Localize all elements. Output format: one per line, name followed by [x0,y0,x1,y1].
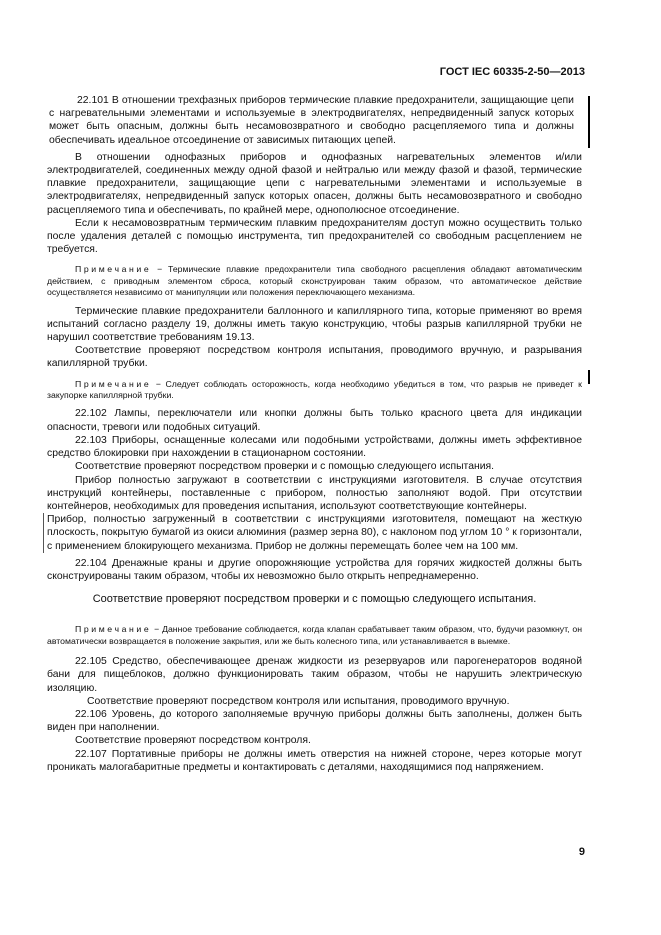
paragraph-22-105: 22.105 Средство, обеспечивающее дренаж жидкости из резервуаров или парогенераторов водяной бани для пищеблоков, должно функционировать таким образом, чтобы не нарушить электрическую изоляцию. [47,656,582,694]
paragraph: В отношении однофазных приборов и однофазных нагревательных элементов и/или электродвигателей, соединенных между одной фазой и нейтралью или между фазой и фазой, термические плавкие предохранители, защищающие цепи с нагревательными элементами и используемые в электродвигателях, непредвиденный запуск которых опасен, должны быть несамовозвратного и свободно расцепляемого типа и обеспечивать, по крайней мере, однополюсное отсоединение. [47,151,582,216]
note [47,264,582,298]
note-label: Примечание [75,378,152,389]
change-marker [588,96,590,148]
note [47,624,582,647]
paragraph: Соответствие проверяют посредством проверки и с помощью следующего испытания. [75,461,495,473]
paragraph: Соответствие проверяют посредством контроля. [75,735,311,747]
paragraph-22-103: 22.103 Приборы, оснащенные колесами или подобными устройствами, должны иметь эффективное средство блокировки при нахождении в стационарном состоянии. [47,434,582,460]
document-body [47,94,582,774]
paragraph-22-106: 22.106 Уровень, до которого заполняемые вручную приборы должны быть заполнены, должен быть виден при наполнении. [47,708,582,734]
page-number: 9 [578,846,585,858]
paragraph: Соответствие проверяют посредством контроля испытания, проводимого вручную, и разрывания капиллярной трубки. [47,345,582,370]
note [47,379,582,402]
centered-paragraph: Соответствие проверяют посредством проверки и с помощью следующего испытания. [92,593,537,606]
paragraph-22-101: 22.101 В отношении трехфазных приборов термические плавкие предохранители, защищающие цепи с нагревательными элементами и используемые в электродвигателях, непредвиденный запуск которых может быть опасным, должны быть несамовозвратного и свободно расцепляемого типа и должны обеспечивать идеальное отсоединение от зависимых питающих цепей. [49,95,574,146]
paragraph-22-107: 22.107 Портативные приборы не должны иметь отверстия на нижней стороне, через которые могут проникать малогабаритные предметы и контактировать с деталями, находящимися под напряжением. [47,748,582,773]
note-text: − Следует соблюдать осторожность, когда необходимо убедиться в том, что разрыв не приведет к закупорке капиллярной трубки. [47,378,582,401]
paragraph: Прибор полностью загружают в соответствии с инструкциями изготовителя. В случае отсутствия инструкций контейнеры, поставленные с прибором, полностью заполняют водой. При отсутствии контейнеров, необходимых для проведения испытания, используют соответствующие контейнеры. [47,474,582,512]
paragraph: Соответствие проверяют посредством контроля или испытания, проводимого вручную. [87,695,510,707]
note-label: Примечание [75,624,152,635]
paragraph-22-104: 22.104 Дренажные краны и другие опорожняющие устройства для горячих жидкостей должны быть сконструированы таким образом, чтобы их невозможно было открыть непреднамеренно. [47,557,582,582]
change-marker [588,370,590,384]
note-text: − Данное требование соблюдается, когда клапан срабатывает таким образом, что, будучи разомкнут, он автоматически возвращается в положение закрытия, или же быть колесного типа, или устанавливается в выемке. [47,624,582,646]
paragraph: Если к несамовозвратным термическим плавким предохранителям доступ можно осуществить только после удаления деталей с помощью инструмента, тип предохранителей со свободным расцеплением не требуется. [47,217,582,256]
paragraph: Термические плавкие предохранители баллонного и капиллярного типа, которые применяют во время испытаний согласно разделу 19, должны иметь такую конструкцию, чтобы разрыв капиллярной трубки не нарушил соответствие требованиям 19.13. [47,305,582,344]
note-label: Примечание [75,264,152,275]
document-code-header: ГОСТ IEC 60335-2-50—2013 [439,66,585,78]
note-text: − Термические плавкие предохранители типа свободного расцепления обладают автоматическим действием, с приводным элементом сброса, который сконструирован таким образом, что автоматическое действие осуществляется независимо от манипуляции или положения переключающего механизма. [47,264,582,298]
paragraph-22-102: 22.102 Лампы, переключатели или кнопки должны быть только красного цвета для индикации опасности, тревоги или подобных ситуаций. [47,408,582,433]
boxed-paragraph: Прибор, полностью загруженный в соответствии с инструкциями изготовителя, помещают на жесткую плоскость, покрытую бумагой из окиси алюминия (размер зерна 80), с наклоном под углом 10 ° к горизонтали, с применением блокирующего механизма. Прибор не должны перемещать более чем на 100 мм. [43,513,582,553]
